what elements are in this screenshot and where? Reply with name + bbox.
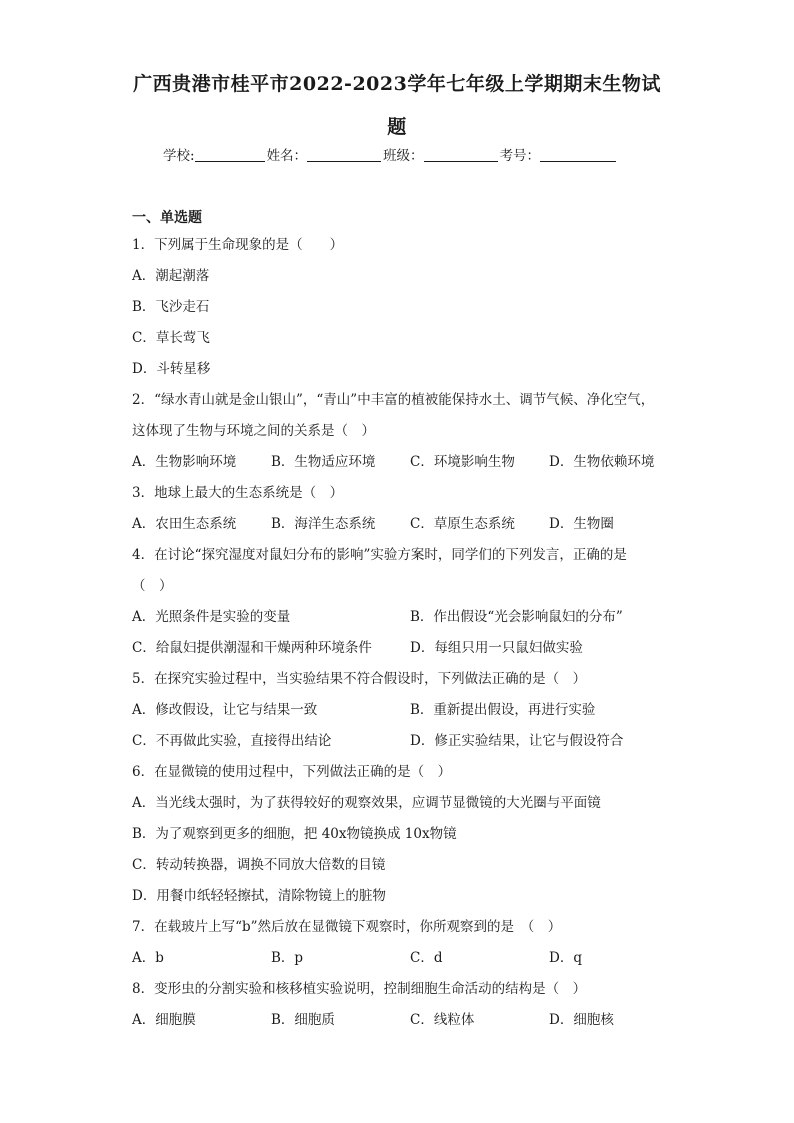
answer-option: A．细胞膜	[132, 1012, 196, 1028]
answer-option: D．q	[549, 950, 582, 966]
answer-option: B．飞沙走石	[132, 299, 210, 315]
name-blank	[307, 147, 381, 162]
options-row	[132, 509, 692, 540]
answer-option: C．环境影响生物	[410, 454, 515, 470]
question-stem: 3．地球上最大的生态系统是（ ）	[132, 485, 344, 501]
options-row	[132, 447, 692, 478]
question-block	[132, 540, 692, 664]
answer-option: D．生物圈	[549, 516, 614, 532]
answer-option: C．d	[410, 950, 443, 966]
answer-option: C．线粒体	[410, 1012, 475, 1028]
school-label: 学校:	[163, 148, 195, 164]
exam-number-label: 考号：	[499, 148, 541, 164]
class-label: 班级：	[383, 148, 424, 164]
question-stem: （ ）	[132, 578, 173, 594]
answer-option: B．海洋生态系统	[271, 516, 376, 532]
options-row	[132, 1005, 692, 1036]
exam-number-blank	[540, 147, 616, 162]
options-row	[132, 633, 692, 664]
question-stem: 4．在讨论“探究湿度对鼠妇分布的影响”实验方案时，同学们的下列发言，正确的是	[132, 547, 627, 563]
question-list	[132, 230, 692, 1036]
answer-option: A．光照条件是实验的变量	[132, 609, 291, 625]
question-block	[132, 230, 692, 385]
answer-option: C．转动转换器，调换不同放大倍数的目镜	[132, 857, 386, 873]
question-stem: 7．在载玻片上写“b”然后放在显微镜下观察时，你所观察到的是 （ ）	[132, 919, 562, 935]
question-block	[132, 974, 692, 1036]
answer-option: D．生物依赖环境	[549, 454, 655, 470]
question-stem: 8．变形虫的分割实验和核移植实验说明，控制细胞生命活动的结构是（ ）	[132, 981, 587, 997]
answer-option: C．给鼠妇提供潮湿和干燥两种环境条件	[132, 640, 372, 656]
answer-option: C．草长莺飞	[132, 330, 210, 346]
question-block	[132, 385, 692, 478]
answer-option: D．细胞核	[549, 1012, 614, 1028]
answer-option: B．生物适应环境	[271, 454, 376, 470]
class-blank	[424, 147, 498, 162]
question-stem: 6．在显微镜的使用过程中，下列做法正确的是（ ）	[132, 764, 452, 780]
question-block	[132, 664, 692, 757]
answer-option: A．当光线太强时，为了获得较好的观察效果，应调节显微镜的大光圈与平面镜	[132, 795, 601, 811]
question-stem: 2．“绿水青山就是金山银山”，“青山”中丰富的植被能保持水土、调节气候、净化空气，	[132, 392, 655, 408]
answer-option: A．农田生态系统	[132, 516, 237, 532]
question-block	[132, 912, 692, 974]
options-row	[132, 695, 692, 726]
question-stem: 5．在探究实验过程中，当实验结果不符合假设时，下列做法正确的是（ ）	[132, 671, 587, 687]
answer-option: A．潮起潮落	[132, 268, 210, 284]
answer-option: B．重新提出假设，再进行实验	[410, 702, 596, 718]
section-heading: 一、单选题	[132, 210, 202, 226]
answer-option: B．p	[271, 950, 304, 966]
answer-option: C．不再做此实验，直接得出结论	[132, 733, 332, 749]
question-block	[132, 757, 692, 912]
answer-option: D．用餐巾纸轻轻擦拭，清除物镜上的脏物	[132, 888, 386, 904]
answer-option: A．生物影响环境	[132, 454, 237, 470]
answer-option: A．b	[132, 950, 164, 966]
answer-option: D．斗转星移	[132, 361, 211, 377]
answer-option: D．每组只用一只鼠妇做实验	[410, 640, 583, 656]
options-row	[132, 602, 692, 633]
exam-title-line2: 题	[387, 116, 407, 138]
answer-option: B．作出假设“光会影响鼠妇的分布”	[410, 609, 623, 625]
question-block	[132, 478, 692, 540]
question-stem: 1．下列属于生命现象的是（ ）	[132, 237, 344, 253]
answer-option: C．草原生态系统	[410, 516, 515, 532]
answer-option: D．修正实验结果，让它与假设符合	[410, 733, 624, 749]
answer-option: A．修改假设，让它与结果一致	[132, 702, 318, 718]
options-row	[132, 726, 692, 757]
name-label: 姓名：	[266, 148, 308, 164]
answer-option: B．为了观察到更多的细胞，把 40x物镜换成 10x物镜	[132, 826, 457, 842]
school-blank	[195, 147, 265, 162]
exam-title-line1: 广西贵港市桂平市2022-2023学年七年级上学期期末生物试	[133, 73, 661, 95]
answer-option: B．细胞质	[271, 1012, 335, 1028]
student-info-line	[163, 144, 618, 164]
options-row	[132, 943, 692, 974]
question-stem: 这体现了生物与环境之间的关系是（ ）	[132, 423, 375, 439]
exam-content	[132, 206, 692, 1036]
